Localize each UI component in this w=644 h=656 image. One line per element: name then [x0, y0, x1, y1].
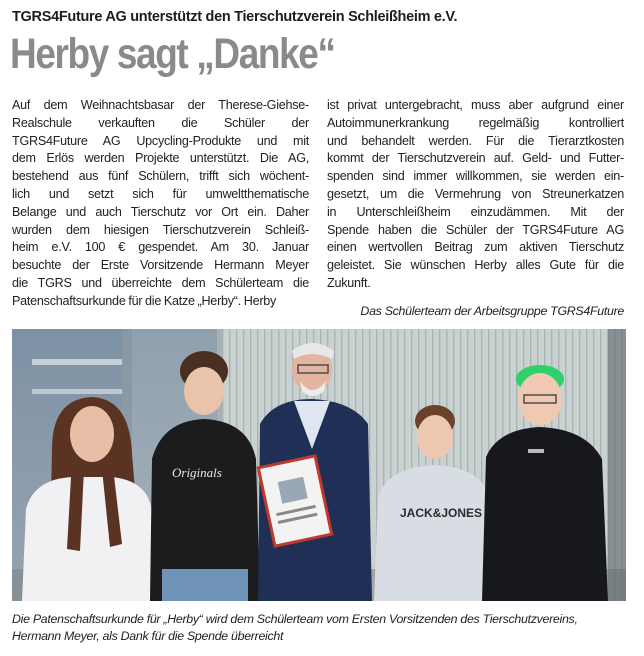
hoodie-print-originals: Originals	[172, 465, 222, 480]
body-text-line: kommt der Tierschutzverein auf. Geld- und Futter-	[327, 151, 624, 166]
group-photo-illustration	[12, 329, 626, 601]
article-column-right	[327, 97, 624, 325]
body-text-line: Auf dem Weihnachtsbasar der Therese-Giehse-	[12, 98, 309, 112]
body-text-line: Zukunft.	[327, 275, 371, 290]
article-column-left	[12, 97, 309, 325]
article-kicker: TGRS4Future AG unterstützt den Tierschutzverein Schleißheim e.V.	[12, 9, 458, 25]
body-text-line: spenden sind immer willkommen, sie werden ein-	[327, 169, 624, 184]
body-text-line: Patenschaftsurkunde für die Katze „Herby“. Herby	[12, 293, 277, 308]
photo-caption	[12, 611, 632, 645]
body-text-line: einen wertvollen Beitrag zum aktiven Tierschutz	[327, 240, 624, 255]
body-text-line: gesetzt, um die Vermehrung von Streunerkatzen	[327, 186, 624, 201]
body-text-line: bestehend aus fünf Schülern, trifft sich wöchent-	[12, 169, 309, 184]
body-text-line: Spende haben die Schüler der TGRS4Future AG	[327, 222, 624, 237]
caption-line-1: Die Patenschaftsurkunde für „Herby“ wird dem Schülerteam vom Ersten Vorsitzenden des Tierschutzvereins,	[12, 612, 578, 626]
article-credit: Das Schülerteam der Arbeitsgruppe TGRS4Future	[360, 304, 624, 318]
body-text-line: wurden dem hiesigen Tierschutzverein Schleiß-	[12, 222, 309, 237]
body-text-line: in Unterschleißheim einzudämmen. Mit der	[327, 204, 624, 219]
body-text-line: dem Erlös werden Projekte unterstützt. Die AG,	[12, 151, 309, 166]
body-text-line: die TGRS und überreichte dem Schülerteam die	[12, 275, 309, 290]
article-body	[12, 97, 624, 325]
article-photo	[12, 329, 626, 601]
hoodie-print-jack-jones: JACK&JONES	[400, 506, 483, 520]
caption-line-2: Hermann Meyer, als Dank für die Spende überreicht	[12, 629, 284, 643]
body-text-line: besuchte der Erste Vorsitzende Hermann Meyer	[12, 258, 309, 273]
body-text-line: lich und setzt sich für umweltthematische	[12, 186, 309, 201]
body-text-line: Belange und auch Tierschutz vor Ort ein. Daher	[12, 204, 309, 219]
article-headline: Herby sagt „Danke“	[10, 30, 335, 78]
body-text-line: Autoimmunerkrankung regelmäßig kontrolliert	[327, 115, 624, 130]
body-text-line: und behandelt werden. Für die Tierarztkosten	[327, 133, 624, 148]
body-text-line: heim e.V. 100 € gespendet. Am 30. Januar	[12, 240, 309, 255]
body-text-line: ist privat untergebracht, muss aber aufgrund einer	[327, 98, 624, 112]
body-text-line: TGRS4Future AG Upcycling-Produkte und mit	[12, 133, 309, 148]
body-text-line: Realschule verkauften die Schüler der	[12, 115, 309, 130]
body-text-line: geleistet. Sie wünschen Herby alles Gute für die	[327, 258, 624, 273]
